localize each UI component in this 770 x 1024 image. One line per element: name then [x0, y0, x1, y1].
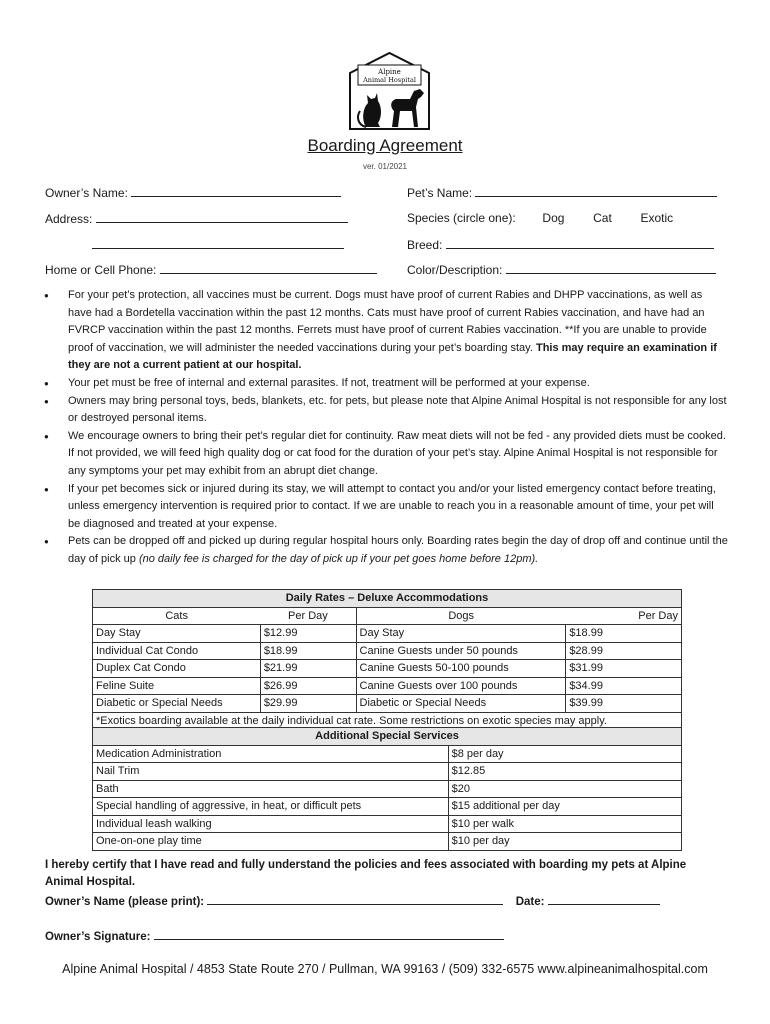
species-option-cat[interactable]: Cat: [593, 211, 612, 225]
rule-text: Owners may bring personal toys, beds, blankets, etc. for pets, but please note that Alpine Animal Hospital is not responsible for any lost or destroyed personal items.: [68, 394, 727, 425]
owner-name-label: Owner’s Name:: [45, 186, 128, 200]
signature-field[interactable]: [45, 928, 725, 946]
table-row: [93, 695, 682, 713]
species-label: Species (circle one):: [407, 211, 516, 225]
service-price: $20: [448, 780, 681, 798]
cat-service: Individual Cat Condo: [93, 642, 261, 660]
rates-title: Daily Rates – Deluxe Accommodations: [93, 590, 682, 608]
pet-name-line[interactable]: [475, 185, 717, 197]
service-name: One-on-one play time: [93, 833, 449, 851]
rule-text: We encourage owners to bring their pet’s regular diet for continuity. Raw meat diets will not be fed - any provided diets must be cooked. If not provided, we will feed high quality dog or cat food for the duration of your pet’s stay. Alpine Animal Hospital is not responsible for any symptoms your pet may exhibit from an abrupt diet change.: [68, 429, 726, 477]
species-option-exotic[interactable]: Exotic: [640, 211, 674, 225]
table-row: [93, 815, 682, 833]
table-row: [93, 833, 682, 851]
special-services-table: [92, 727, 682, 851]
certification-statement: I hereby certify that I have read and fully understand the policies and fees associated with boarding my pets at Alpine Animal Hospital.: [45, 859, 687, 888]
cats-header: Cats: [93, 607, 261, 625]
table-row: [93, 660, 682, 678]
hospital-logo: [344, 51, 435, 131]
dog-service: Day Stay: [356, 625, 566, 643]
services-title: Additional Special Services: [93, 728, 682, 746]
cat-price: $12.99: [260, 625, 356, 643]
rule-item: [44, 428, 728, 481]
service-name: Medication Administration: [93, 745, 449, 763]
owner-print-field[interactable]: [45, 893, 725, 911]
address-line-2[interactable]: [92, 237, 344, 249]
breed-field[interactable]: [407, 237, 714, 252]
dog-icon: [391, 89, 424, 127]
pet-name-field[interactable]: [407, 185, 717, 200]
owner-print-line[interactable]: [207, 893, 503, 905]
signature-line[interactable]: [154, 928, 504, 940]
color-label: Color/Description:: [407, 263, 503, 277]
service-name: Nail Trim: [93, 763, 449, 781]
rule-item: [44, 287, 728, 375]
cat-icon: [363, 93, 381, 127]
version-label: ver. 01/2021: [362, 162, 408, 171]
rule-text: Your pet must be free of internal and external parasites. If not, treatment will be performed at your expense.: [68, 376, 590, 389]
dog-service: Canine Guests 50-100 pounds: [356, 660, 566, 678]
exotics-note: *Exotics boarding available at the daily individual cat rate. Some restrictions on exotic species may apply.: [93, 712, 682, 730]
dog-service: Canine Guests under 50 pounds: [356, 642, 566, 660]
cat-price: $18.99: [260, 642, 356, 660]
service-name: Individual leash walking: [93, 815, 449, 833]
cat-service: Feline Suite: [93, 677, 261, 695]
color-field[interactable]: [407, 262, 716, 277]
dog-price: $31.99: [566, 660, 682, 678]
cat-service: Duplex Cat Condo: [93, 660, 261, 678]
dog-price: $39.99: [566, 695, 682, 713]
table-row: [93, 745, 682, 763]
rule-text: For your pet’s protection, all vaccines must be current. Dogs must have proof of current Rabies and DHPP vaccinations, as well as have had a Bordetella vaccination within the past 12 months. Cats must have proof of current Rabies vaccination, and have had an FVRCP vaccination within the past 12 months. Ferrets must have proof of current Rabies vaccination. **If you are unable to provide proof of vaccination, we will administer the needed vaccinations during your pet’s boarding stay.: [68, 289, 707, 354]
dogs-header: Dogs: [356, 607, 566, 625]
service-name: Bath: [93, 780, 449, 798]
logo-line2: Animal Hospital: [363, 76, 416, 84]
address-field[interactable]: [45, 211, 348, 226]
table-row: [93, 677, 682, 695]
cat-price: $29.99: [260, 695, 356, 713]
phone-field[interactable]: [45, 262, 377, 277]
service-name: Special handling of aggressive, in heat, or difficult pets: [93, 798, 449, 816]
phone-line[interactable]: [160, 262, 377, 274]
table-row: [93, 763, 682, 781]
service-price: $10 per day: [448, 833, 681, 851]
service-price: $12.85: [448, 763, 681, 781]
page-title: Boarding Agreement: [307, 136, 463, 155]
signature-label: Owner’s Signature:: [45, 931, 151, 943]
dog-price: $34.99: [566, 677, 682, 695]
service-price: $8 per day: [448, 745, 681, 763]
date-label: Date:: [515, 896, 545, 908]
dog-price: $18.99: [566, 625, 682, 643]
rule-text: If your pet becomes sick or injured during its stay, we will attempt to contact you and/or your listed emergency contact before treating, unless emergency intervention is required prior to contact. If we are unable to reach you in a reasonable amount of time, your pet will be diagnosed and treated at your expense.: [68, 482, 716, 530]
owner-print-label: Owner’s Name (please print):: [45, 896, 205, 908]
dog-service: Canine Guests over 100 pounds: [356, 677, 566, 695]
cat-price: $21.99: [260, 660, 356, 678]
color-line[interactable]: [506, 262, 716, 274]
rule-bold-text: This may require an examination if they are not a current patient at our hospital.: [68, 341, 717, 372]
cat-service: Day Stay: [93, 625, 261, 643]
species-field[interactable]: [407, 211, 673, 225]
cats-per-day-header: Per Day: [260, 607, 356, 625]
certification-section: [45, 857, 725, 946]
dogs-per-day-header: Per Day: [566, 607, 682, 625]
address-label: Address:: [45, 212, 93, 226]
logo-line1: Alpine: [378, 68, 401, 76]
breed-label: Breed:: [407, 238, 443, 252]
rule-text: Pets can be dropped off and picked up during regular hospital hours only. Boarding rates begin the day of drop off and continue until the day of pick up: [68, 535, 728, 565]
service-price: $15 additional per day: [448, 798, 681, 816]
breed-line[interactable]: [446, 237, 714, 249]
dog-service: Diabetic or Special Needs: [356, 695, 566, 713]
pet-name-label: Pet’s Name:: [407, 186, 473, 200]
table-row: [93, 798, 682, 816]
phone-label: Home or Cell Phone:: [45, 263, 157, 277]
rule-item: [44, 375, 728, 393]
rule-item: [44, 481, 728, 534]
owner-name-line[interactable]: [131, 185, 341, 197]
address-field-2[interactable]: [92, 237, 344, 252]
table-row: [93, 625, 682, 643]
boarding-rules: [44, 287, 728, 569]
service-price: $10 per walk: [448, 815, 681, 833]
cat-service: Diabetic or Special Needs: [93, 695, 261, 713]
table-row: [93, 780, 682, 798]
rule-item: [44, 533, 728, 568]
species-option-dog[interactable]: Dog: [542, 211, 565, 225]
daily-rates-table: [92, 589, 682, 730]
rule-item: [44, 393, 728, 428]
cat-price: $26.99: [260, 677, 356, 695]
footer-address: Alpine Animal Hospital / 4853 State Route 270 / Pullman, WA 99163 / (509) 332-6575 www.alpineanimalhospital.com: [62, 962, 708, 976]
owner-name-field[interactable]: [45, 185, 341, 200]
rule-italic-text: (no daily fee is charged for the day of pick up if your pet goes home before 12pm).: [138, 552, 539, 565]
table-row: [93, 642, 682, 660]
dog-price: $28.99: [566, 642, 682, 660]
date-line[interactable]: [548, 893, 660, 905]
address-line-1[interactable]: [96, 211, 348, 223]
